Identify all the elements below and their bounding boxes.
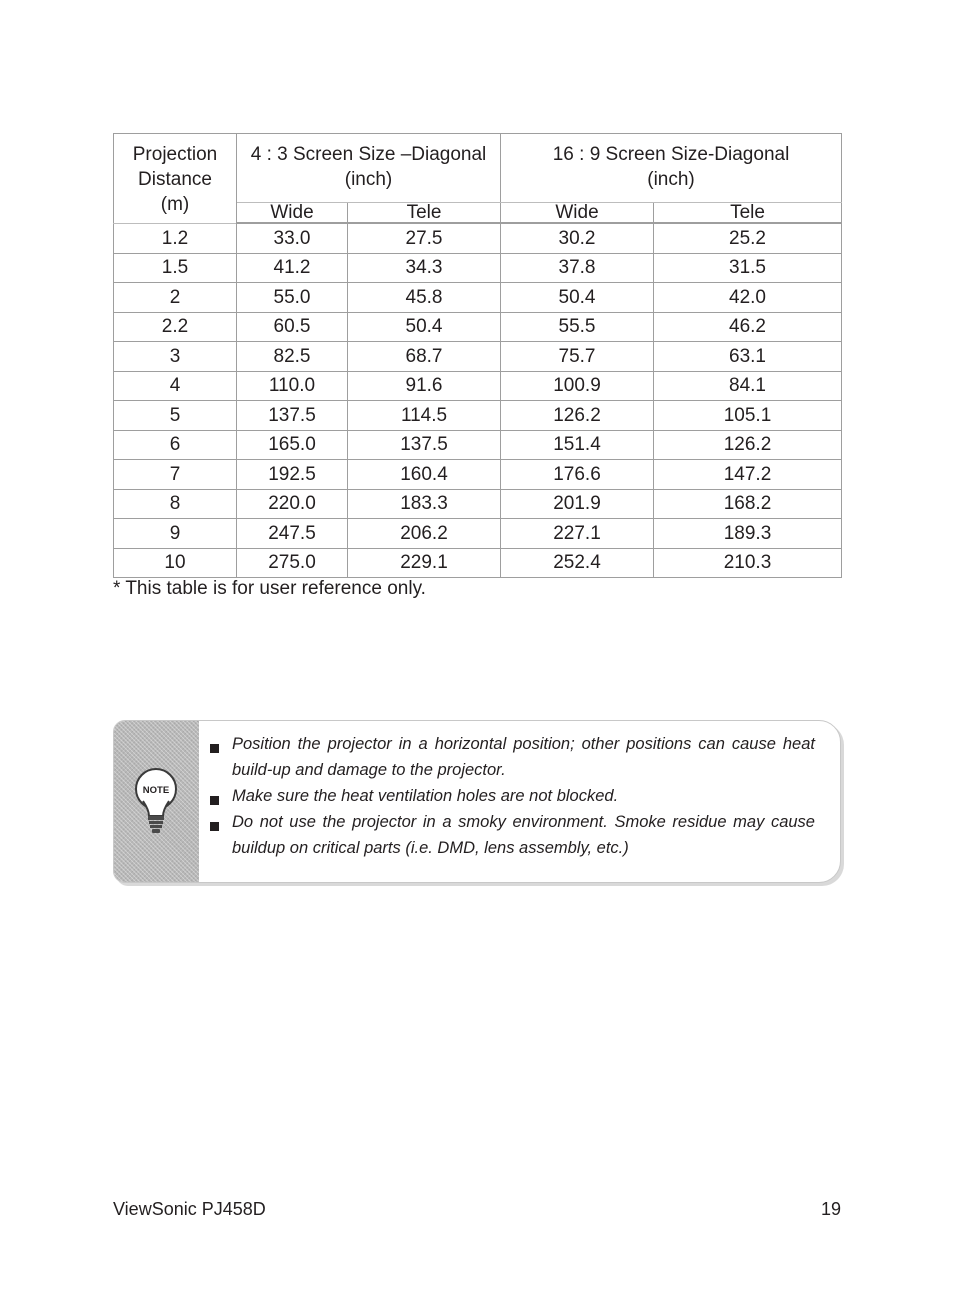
cell-projection-distance: 2.2 [114,312,237,342]
cell-16-9-wide: 227.1 [501,519,654,549]
cell-4-3-tele: 137.5 [348,430,501,460]
header-16-9-screen-size [501,134,842,203]
cell-16-9-tele: 42.0 [654,283,842,313]
cell-4-3-wide: 55.0 [237,283,348,313]
footer-product-name: ViewSonic PJ458D [113,1199,266,1219]
note-item [207,809,815,861]
cell-4-3-tele: 229.1 [348,548,501,578]
header-line: (m) [160,194,190,215]
table-header-row [114,134,842,203]
cell-16-9-tele: 105.1 [654,401,842,431]
note-item-text: Do not use the projector in a smoky environment. Smoke residue may cause buildup on critical parts (i.e. DMD, lens assembly, etc.) [232,813,815,857]
subheader-16-9-wide: Wide [501,203,654,224]
bullet-square-icon [210,744,219,753]
table-row [114,342,842,372]
cell-16-9-wide: 100.9 [501,371,654,401]
cell-4-3-tele: 27.5 [348,223,501,253]
cell-4-3-wide: 137.5 [237,401,348,431]
note-list [207,731,815,861]
cell-projection-distance: 10 [114,548,237,578]
cell-16-9-tele: 126.2 [654,430,842,460]
table-row [114,253,842,283]
cell-4-3-tele: 206.2 [348,519,501,549]
note-bulb-icon [133,768,179,834]
cell-16-9-tele: 46.2 [654,312,842,342]
cell-16-9-tele: 189.3 [654,519,842,549]
table-row [114,519,842,549]
table-row [114,371,842,401]
cell-4-3-wide: 110.0 [237,371,348,401]
cell-projection-distance: 8 [114,489,237,519]
cell-16-9-wide: 37.8 [501,253,654,283]
cell-4-3-wide: 247.5 [237,519,348,549]
cell-16-9-wide: 55.5 [501,312,654,342]
cell-16-9-wide: 126.2 [501,401,654,431]
cell-4-3-wide: 82.5 [237,342,348,372]
cell-4-3-tele: 45.8 [348,283,501,313]
cell-projection-distance: 1.5 [114,253,237,283]
cell-16-9-tele: 25.2 [654,223,842,253]
cell-projection-distance: 2 [114,283,237,313]
header-line: Projection [132,144,218,165]
cell-16-9-tele: 84.1 [654,371,842,401]
cell-4-3-tele: 50.4 [348,312,501,342]
table-row [114,223,842,253]
subheader-4-3-tele: Tele [348,203,501,224]
table-row [114,548,842,578]
note-item [207,783,815,809]
subheader-4-3-wide: Wide [237,203,348,224]
cell-projection-distance: 3 [114,342,237,372]
cell-projection-distance: 4 [114,371,237,401]
cell-4-3-tele: 34.3 [348,253,501,283]
cell-4-3-wide: 165.0 [237,430,348,460]
cell-projection-distance: 6 [114,430,237,460]
bullet-square-icon [210,822,219,831]
header-line: 4 : 3 Screen Size –Diagonal [250,144,487,165]
table-row [114,489,842,519]
cell-16-9-tele: 168.2 [654,489,842,519]
cell-4-3-tele: 68.7 [348,342,501,372]
cell-16-9-wide: 176.6 [501,460,654,490]
cell-16-9-wide: 50.4 [501,283,654,313]
cell-projection-distance: 7 [114,460,237,490]
table-row [114,430,842,460]
header-line: (inch) [344,169,393,190]
cell-16-9-wide: 252.4 [501,548,654,578]
table-row [114,460,842,490]
cell-16-9-wide: 201.9 [501,489,654,519]
cell-4-3-wide: 41.2 [237,253,348,283]
bullet-square-icon [210,796,219,805]
header-line: 16 : 9 Screen Size-Diagonal [552,144,790,165]
cell-16-9-tele: 63.1 [654,342,842,372]
cell-16-9-wide: 30.2 [501,223,654,253]
cell-4-3-tele: 114.5 [348,401,501,431]
table-footnote: * This table is for user reference only. [113,578,426,599]
cell-16-9-wide: 151.4 [501,430,654,460]
cell-16-9-tele: 31.5 [654,253,842,283]
header-projection-distance [114,134,237,224]
table-row [114,312,842,342]
header-4-3-screen-size [237,134,501,203]
table-row [114,401,842,431]
cell-projection-distance: 5 [114,401,237,431]
projection-size-table [113,133,842,578]
cell-4-3-tele: 91.6 [348,371,501,401]
cell-projection-distance: 9 [114,519,237,549]
header-line: (inch) [647,169,695,190]
cell-16-9-tele: 210.3 [654,548,842,578]
cell-4-3-tele: 160.4 [348,460,501,490]
cell-projection-distance: 1.2 [114,223,237,253]
note-sidebar [114,721,199,882]
footer-page-number: 19 [821,1199,842,1219]
cell-4-3-wide: 275.0 [237,548,348,578]
note-item-text: Make sure the heat ventilation holes are not blocked. [232,787,619,805]
cell-16-9-tele: 147.2 [654,460,842,490]
table-row [114,283,842,313]
note-item [207,731,815,783]
note-icon-label: NOTE [142,785,170,796]
cell-4-3-wide: 220.0 [237,489,348,519]
subheader-16-9-tele: Tele [654,203,842,224]
cell-4-3-tele: 183.3 [348,489,501,519]
cell-4-3-wide: 60.5 [237,312,348,342]
header-line: Distance [138,169,212,190]
cell-4-3-wide: 192.5 [237,460,348,490]
note-box [113,720,841,883]
cell-4-3-wide: 33.0 [237,223,348,253]
cell-16-9-wide: 75.7 [501,342,654,372]
note-item-text: Position the projector in a horizontal position; other positions can cause heat build-up and damage to the projector. [232,735,815,779]
